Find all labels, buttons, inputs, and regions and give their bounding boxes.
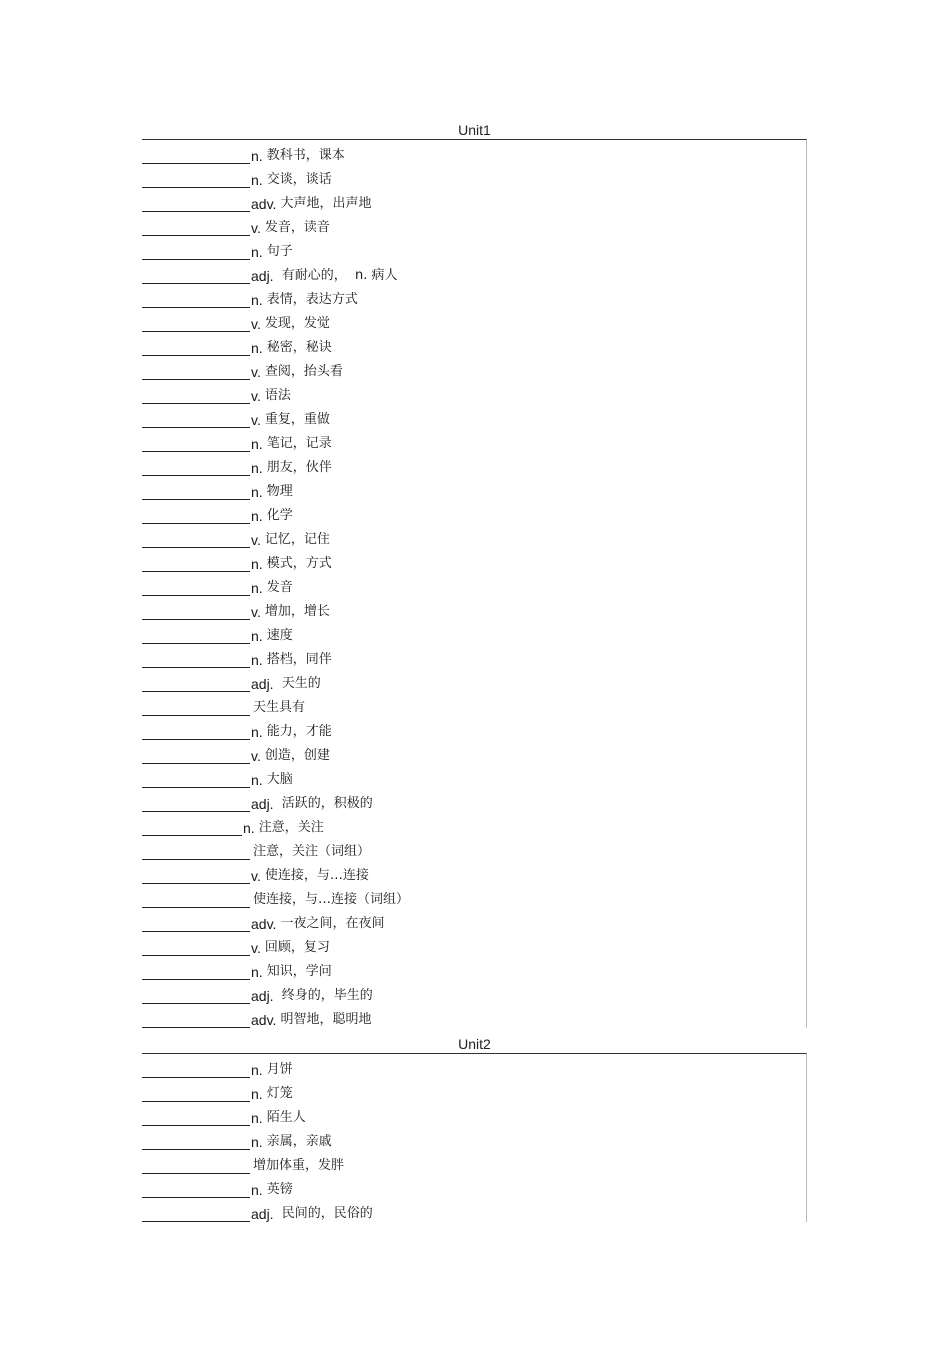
definition: 知识，学问 [266, 964, 332, 979]
part-of-speech: n. [251, 652, 263, 668]
definition: 交谈，谈话 [266, 172, 332, 187]
vocab-row [142, 692, 806, 716]
answer-blank[interactable] [142, 292, 250, 308]
part-of-speech: n. [251, 1134, 263, 1150]
definition: 天生的 [277, 676, 321, 691]
part-of-speech: n. [251, 1086, 263, 1102]
definition: 注意，关注 [258, 820, 324, 835]
definition: 模式，方式 [266, 556, 332, 571]
answer-blank[interactable] [142, 748, 250, 764]
part-of-speech: n. [251, 1062, 263, 1078]
answer-blank[interactable] [142, 724, 250, 740]
vocab-row [142, 356, 806, 380]
vocab-row [142, 548, 806, 572]
vocab-row [142, 140, 806, 164]
answer-blank[interactable] [142, 1012, 250, 1028]
answer-blank[interactable] [142, 1110, 250, 1126]
answer-blank[interactable] [142, 508, 250, 524]
definition: 查阅，抬头看 [264, 364, 343, 379]
definition: 物理 [266, 484, 293, 499]
definition: 英镑 [266, 1182, 293, 1197]
definition: 活跃的，积极的 [277, 796, 373, 811]
answer-blank[interactable] [142, 1182, 250, 1198]
answer-blank[interactable] [142, 868, 250, 884]
vocab-row [142, 1054, 806, 1078]
vocabulary-list [142, 139, 807, 1028]
vocabulary-list [142, 1053, 807, 1222]
definition: 使连接，与…连接 [264, 868, 369, 883]
vocab-row [142, 1078, 806, 1102]
part-of-speech: adj. [251, 988, 274, 1004]
part-of-speech: adj. [251, 676, 274, 692]
definition: 速度 [266, 628, 293, 643]
vocab-row [142, 188, 806, 212]
vocab-row [142, 572, 806, 596]
vocab-row [142, 980, 806, 1004]
answer-blank[interactable] [142, 628, 250, 644]
part-of-speech: n. [251, 172, 263, 188]
vocab-row [142, 428, 806, 452]
vocab-row [142, 476, 806, 500]
answer-blank[interactable] [142, 388, 250, 404]
vocab-row [142, 908, 806, 932]
definition: 发音，读音 [264, 220, 330, 235]
definition: 民间的，民俗的 [277, 1206, 373, 1221]
answer-blank[interactable] [142, 172, 250, 188]
definition: 有耐心的， n. 病人 [277, 268, 398, 283]
part-of-speech: adj. [251, 268, 274, 284]
vocab-row [142, 1126, 806, 1150]
definition: 月饼 [266, 1062, 293, 1077]
answer-blank[interactable] [142, 484, 250, 500]
answer-blank[interactable] [142, 700, 250, 716]
definition: 搭档，同伴 [266, 652, 332, 667]
definition: 陌生人 [266, 1110, 306, 1125]
part-of-speech: n. [251, 580, 263, 596]
definition: 能力，才能 [266, 724, 332, 739]
vocab-row [142, 236, 806, 260]
unit-section-1 [142, 121, 807, 1028]
answer-blank[interactable] [142, 196, 250, 212]
part-of-speech: v. [251, 868, 261, 884]
definition: 终身的，毕生的 [277, 988, 373, 1003]
vocab-row [142, 1198, 806, 1222]
vocab-row [142, 260, 806, 284]
definition: 增加，增长 [264, 604, 330, 619]
part-of-speech: n. [251, 724, 263, 740]
answer-blank[interactable] [142, 460, 250, 476]
vocab-row [142, 1004, 806, 1028]
definition: 表情，表达方式 [266, 292, 358, 307]
answer-blank[interactable] [142, 532, 250, 548]
part-of-speech: n. [251, 1110, 263, 1126]
definition: 教科书，课本 [266, 148, 345, 163]
answer-blank[interactable] [142, 580, 250, 596]
part-of-speech: adv. [251, 196, 277, 212]
vocab-row [142, 332, 806, 356]
answer-blank[interactable] [142, 604, 250, 620]
part-of-speech: adv. [251, 916, 277, 932]
definition: 朋友，伙伴 [266, 460, 332, 475]
vocab-row [142, 596, 806, 620]
unit-title: Unit2 [458, 1036, 491, 1052]
vocab-row [142, 1174, 806, 1198]
part-of-speech: adj. [251, 796, 274, 812]
definition: 一夜之间，在夜间 [280, 916, 385, 931]
definition: 句子 [266, 244, 293, 259]
answer-blank[interactable] [142, 412, 250, 428]
answer-blank[interactable] [142, 316, 250, 332]
part-of-speech: v. [251, 940, 261, 956]
definition: 天生具有 [253, 700, 306, 715]
answer-blank[interactable] [142, 940, 250, 956]
answer-blank[interactable] [142, 436, 250, 452]
part-of-speech: n. [251, 628, 263, 644]
vocab-row [142, 1102, 806, 1126]
part-of-speech: n. [251, 436, 263, 452]
answer-blank[interactable] [142, 1062, 250, 1078]
part-of-speech: n. [251, 460, 263, 476]
answer-blank[interactable] [142, 220, 250, 236]
answer-blank[interactable] [142, 1086, 250, 1102]
part-of-speech: v. [251, 604, 261, 620]
answer-blank[interactable] [142, 244, 250, 260]
vocab-row [142, 380, 806, 404]
answer-blank[interactable] [142, 772, 250, 788]
definition: 笔记，记录 [266, 436, 332, 451]
answer-blank[interactable] [142, 1158, 250, 1174]
answer-blank[interactable] [142, 676, 250, 692]
part-of-speech: adv. [251, 1012, 277, 1028]
definition: 化学 [266, 508, 293, 523]
vocab-row [142, 452, 806, 476]
part-of-speech: n. [251, 244, 263, 260]
vocab-row [142, 164, 806, 188]
part-of-speech: n. [251, 556, 263, 572]
answer-blank[interactable] [142, 340, 250, 356]
vocab-row [142, 740, 806, 764]
part-of-speech: v. [251, 532, 261, 548]
vocab-row [142, 716, 806, 740]
answer-blank[interactable] [142, 148, 250, 164]
vocab-row [142, 284, 806, 308]
definition: 使连接，与…连接（词组） [253, 892, 410, 907]
answer-blank[interactable] [142, 964, 250, 980]
vocab-row [142, 212, 806, 236]
part-of-speech: v. [251, 748, 261, 764]
vocab-row [142, 932, 806, 956]
definition: 增加体重，发胖 [253, 1158, 345, 1173]
part-of-speech: n. [251, 292, 263, 308]
answer-blank[interactable] [142, 916, 250, 932]
vocab-row [142, 500, 806, 524]
vocab-row [142, 1150, 806, 1174]
answer-blank[interactable] [142, 364, 250, 380]
definition: 大脑 [266, 772, 293, 787]
vocab-row [142, 860, 806, 884]
answer-blank[interactable] [142, 556, 250, 572]
vocab-row [142, 836, 806, 860]
part-of-speech: n. [251, 964, 263, 980]
definition: 发现，发觉 [264, 316, 330, 331]
vocab-row [142, 644, 806, 668]
definition: 明智地，聪明地 [280, 1012, 372, 1027]
part-of-speech: v. [251, 316, 261, 332]
answer-blank[interactable] [142, 988, 250, 1004]
vocab-row [142, 884, 806, 908]
definition: 大声地，出声地 [280, 196, 372, 211]
answer-blank[interactable] [142, 652, 250, 668]
definition: 秘密，秘诀 [266, 340, 332, 355]
definition: 语法 [264, 388, 291, 403]
vocab-row [142, 404, 806, 428]
definition: 亲属，亲戚 [266, 1134, 332, 1149]
definition: 重复，重做 [264, 412, 330, 427]
vocab-row [142, 620, 806, 644]
definition: 发音 [266, 580, 293, 595]
definition: 回顾，复习 [264, 940, 330, 955]
answer-blank[interactable] [142, 796, 250, 812]
vocab-row [142, 812, 806, 836]
answer-blank[interactable] [142, 844, 250, 860]
unit-section-2 [142, 1035, 807, 1222]
part-of-speech: n. [251, 508, 263, 524]
definition: 记忆，记住 [264, 532, 330, 547]
part-of-speech: n. [243, 820, 255, 836]
vocab-row [142, 668, 806, 692]
part-of-speech: v. [251, 412, 261, 428]
answer-blank[interactable] [142, 892, 250, 908]
answer-blank[interactable] [142, 1206, 250, 1222]
definition: 创造，创建 [264, 748, 330, 763]
unit-title: Unit1 [458, 122, 491, 138]
answer-blank[interactable] [142, 820, 242, 836]
vocab-row [142, 764, 806, 788]
definition: 灯笼 [266, 1086, 293, 1101]
answer-blank[interactable] [142, 1134, 250, 1150]
part-of-speech: n. [251, 772, 263, 788]
vocab-row [142, 956, 806, 980]
part-of-speech: v. [251, 364, 261, 380]
vocab-row [142, 788, 806, 812]
part-of-speech: v. [251, 388, 261, 404]
definition: 注意，关注（词组） [253, 844, 371, 859]
vocab-row [142, 524, 806, 548]
answer-blank[interactable] [142, 268, 250, 284]
part-of-speech: adj. [251, 1206, 274, 1222]
part-of-speech: n. [251, 484, 263, 500]
part-of-speech: n. [251, 340, 263, 356]
part-of-speech: n. [251, 1182, 263, 1198]
part-of-speech: n. [251, 148, 263, 164]
vocab-row [142, 308, 806, 332]
part-of-speech: v. [251, 220, 261, 236]
